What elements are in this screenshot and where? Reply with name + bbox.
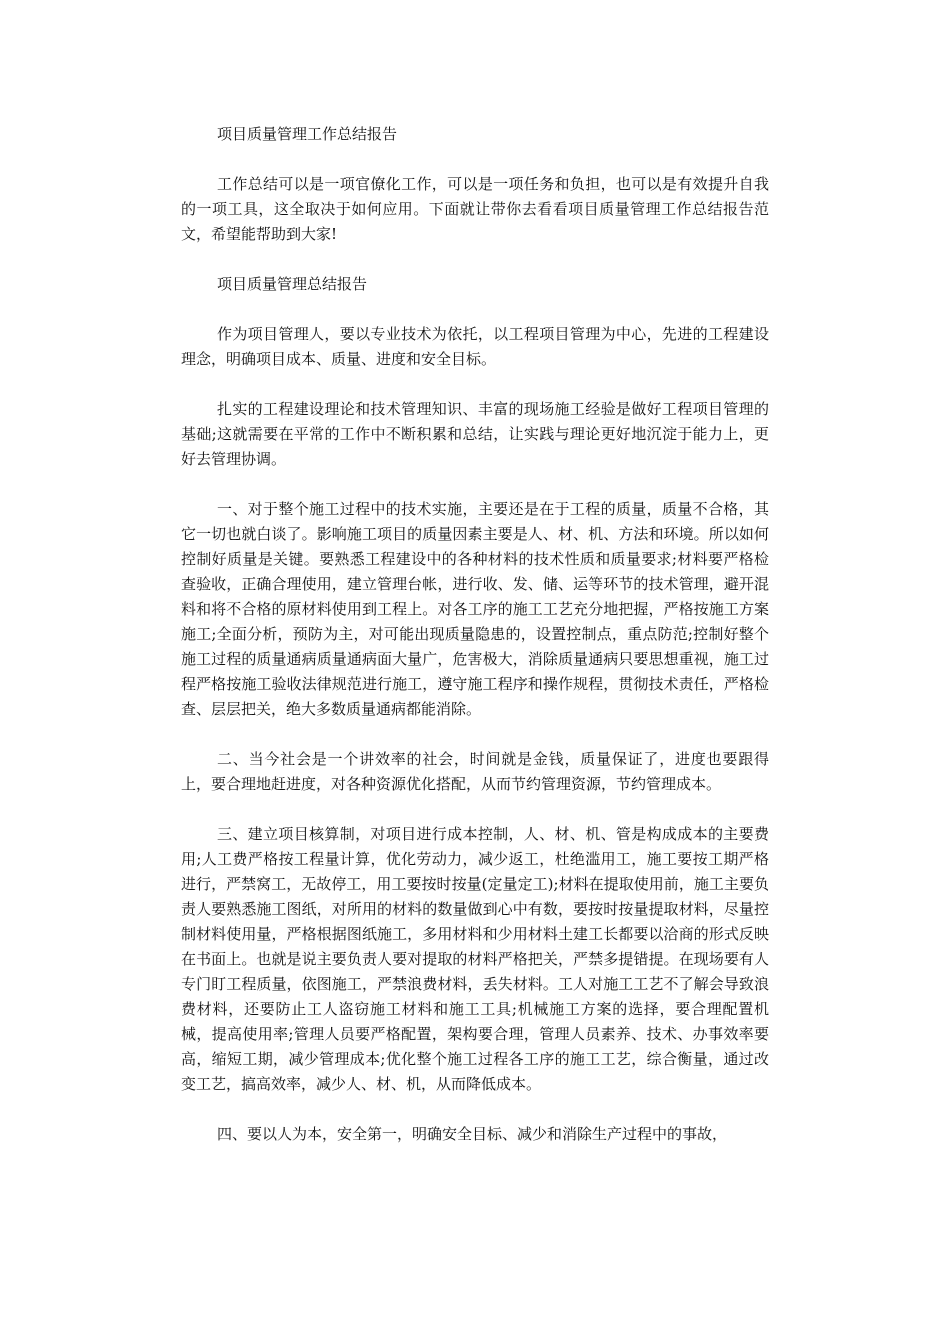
document-body	[181, 122, 769, 1147]
body-paragraph-3: 一、对于整个施工过程中的技术实施，主要还是在于工程的质量，质量不合格，其它一切也就白谈了。影响施工项目的质量因素主要是人、材、机、方法和环境。所以如何控制好质量是关键。要熟悉工程建设中的各种材料的技术性质和质量要求;材料要严格检查验收，正确合理使用，建立管理台帐，进行收、发、储、运等环节的技术管理，避开混料和将不合格的原材料使用到工程上。对各工序的施工工艺充分地把握，严格按施工方案施工;全面分析，预防为主，对可能出现质量隐患的，设置控制点，重点防范;控制好整个施工过程的质量通病质量通病面大量广，危害极大，消除质量通病只要思想重视，施工过程严格按施工验收法律规范进行施工，遵守施工程序和操作规程，贯彻技术责任，严格检查、层层把关，绝大多数质量通病都能消除。	[181, 500, 769, 718]
body-paragraph-1: 作为项目管理人，要以专业技术为依托，以工程项目管理为中心，先进的工程建设理念，明确项目成本、质量、进度和安全目标。	[181, 325, 769, 368]
body-paragraph-4: 二、当今社会是一个讲效率的社会，时间就是金钱，质量保证了，进度也要跟得上，要合理地赶进度，对各种资源优化搭配，从而节约管理资源，节约管理成本。	[181, 750, 769, 793]
body-paragraph-2: 扎实的工程建设理论和技术管理知识、丰富的现场施工经验是做好工程项目管理的基础;这就需要在平常的工作中不断积累和总结，让实践与理论更好地沉淀于能力上，更好去管理协调。	[181, 400, 769, 468]
section-subtitle: 项目质量管理总结报告	[217, 275, 368, 293]
body-paragraph-6: 四、要以人为本，安全第一，明确安全目标、减少和消除生产过程中的事故，	[217, 1125, 728, 1143]
intro-paragraph: 工作总结可以是一项官僚化工作，可以是一项任务和负担，也可以是有效提升自我的一项工具，这全取决于如何应用。下面就让带你去看看项目质量管理工作总结报告范文，希望能帮助到大家!	[181, 175, 769, 243]
document-title: 项目质量管理工作总结报告	[217, 125, 398, 143]
body-paragraph-5: 三、建立项目核算制，对项目进行成本控制，人、材、机、管是构成成本的主要费用;人工费严格按工程量计算，优化劳动力，减少返工，杜绝滥用工，施工要按工期严格进行，严禁窝工，无故停工，用工要按时按量(定量定工);材料在提取使用前，施工主要负责人要熟悉施工图纸，对所用的材料的数量做到心中有数，要按时按量提取材料，尽量控制材料使用量，严格根据图纸施工，多用材料和少用材料土建工长都要以洽商的形式反映在书面上。也就是说主要负责人要对提取的材料严格把关，严禁多提错提。在现场要有人专门盯工程质量，依图施工，严禁浪费材料，丢失材料。工人对施工工艺不了解会导致浪费材料，还要防止工人盗窃施工材料和施工工具;机械施工方案的选择，要合理配置机械，提高使用率;管理人员要严格配置，架构要合理，管理人员素养、技术、办事效率要高，缩短工期，减少管理成本;优化整个施工过程各工序的施工工艺，综合衡量，通过改变工艺，搞高效率，减少人、材、机，从而降低成本。	[181, 825, 769, 1093]
